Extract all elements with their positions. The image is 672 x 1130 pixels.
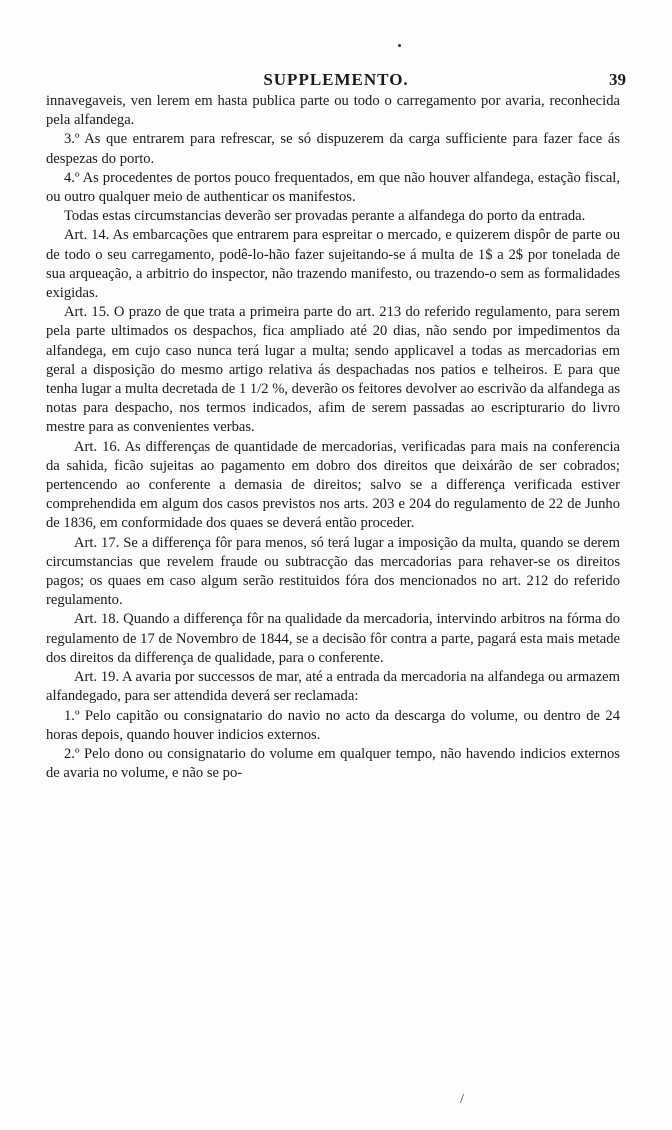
paragraph-art-18: Art. 18. Quando a differença fôr na qualidade da mercadoria, intervindo arbitros na fórma do regulamento de 17 de Novembro de 1844, se a decisão fôr contra a parte, pagará esta mais metade dos direitos da differença de qualidade, para o conferente. bbox=[46, 611, 620, 666]
paragraph-art-14: Art. 14. As embarcações que entrarem para espreitar o mercado, e quizerem dispôr de parte ou de todo o seu carregamento, podê-lo-hão fazer sujeitando-se á multa de 1$ a 2$ por tonelada de sua arqueação, a arbitrio do inspector, não trazendo manifesto, ou trazendo-o sem as formalidades exigidas. bbox=[46, 227, 620, 302]
body-text bbox=[46, 92, 620, 783]
page-header bbox=[46, 70, 626, 92]
paragraph-art-17: Art. 17. Se a differença fôr para menos, só terá lugar a imposição da multa, quando se derem circumstancias que revelem fraude ou subtracção das mercadorias para rehaver-se os direitos pagos; os quaes em caso algum serão restituidos fóra dos mencionados no art. 212 do referido regulamento. bbox=[46, 534, 620, 609]
paragraph-art-19: Art. 19. A avaria por successos de mar, até a entrada da mercadoria na alfandega ou armazem alfandegado, para ser attendida deverá ser reclamada: bbox=[46, 669, 620, 705]
print-speck bbox=[398, 44, 401, 47]
paragraph-art-15: Art. 15. O prazo de que trata a primeira parte do art. 213 do referido regulamento, para serem pela parte ultimados os despachos, fica ampliado até 20 dias, não sendo por impedimentos da alfandega, em cujo caso nunca terá lugar a multa; sendo applicavel a todas as mercadorias em geral a disposição do mesmo artigo relativa ás despachadas nos patios e telheiros. E para que tenha lugar a multa decretada de 1 1/2 %, deverão os feitores devolver ao escrivão da alfandega as notas para despacho, nos termos indicados, afim de serem passadas ao escripturario do livro mestre para as convenientes verbas. bbox=[46, 304, 620, 436]
paragraph-continuation: innavegaveis, ven lerem em hasta publica parte ou todo o carregamento por avaria, reconhecida pela alfandega. bbox=[46, 93, 620, 129]
paragraph-item-3: 3.º As que entrarem para refrescar, se só dispuzerem da carga sufficiente para fazer face ás despezas do porto. bbox=[46, 131, 620, 167]
running-title: SUPPLEMENTO. bbox=[263, 70, 409, 89]
paragraph-item-4: 4.º As procedentes de portos pouco frequentados, em que não houver alfandega, estação fiscal, ou outro qualquer meio de authenticar os manifestos. bbox=[46, 169, 620, 206]
page-number: 39 bbox=[609, 70, 626, 89]
paragraph-art-19-item-2: 2.º Pelo dono ou consignatario do volume em qualquer tempo, não havendo indicios externos de avaria no volume, e não se po- bbox=[46, 745, 620, 782]
stray-mark: / bbox=[460, 1092, 464, 1107]
paragraph-art-19-item-1: 1.º Pelo capitão ou consignatario do navio no acto da descarga do volume, ou dentro de 24 horas depois, quando houver indicios externos. bbox=[46, 707, 620, 743]
paragraph-circumstances: Todas estas circumstancias deverão ser provadas perante a alfandega do porto da entrada. bbox=[64, 208, 586, 225]
paragraph-art-16: Art. 16. As differenças de quantidade de mercadorias, verificadas para mais na conferencia da sahida, ficão sujeitas ao pagamento em dobro dos direitos que deixárão de ser cobrados; pertencendo ao conferente a demasia de direitos; salvo se a differença verificada estiver comprehendida em algum dos casos previstos nos arts. 203 e 204 do regulamento de 22 de Junho de 1836, em conformidade dos quaes se deverá então proceder. bbox=[46, 438, 620, 532]
